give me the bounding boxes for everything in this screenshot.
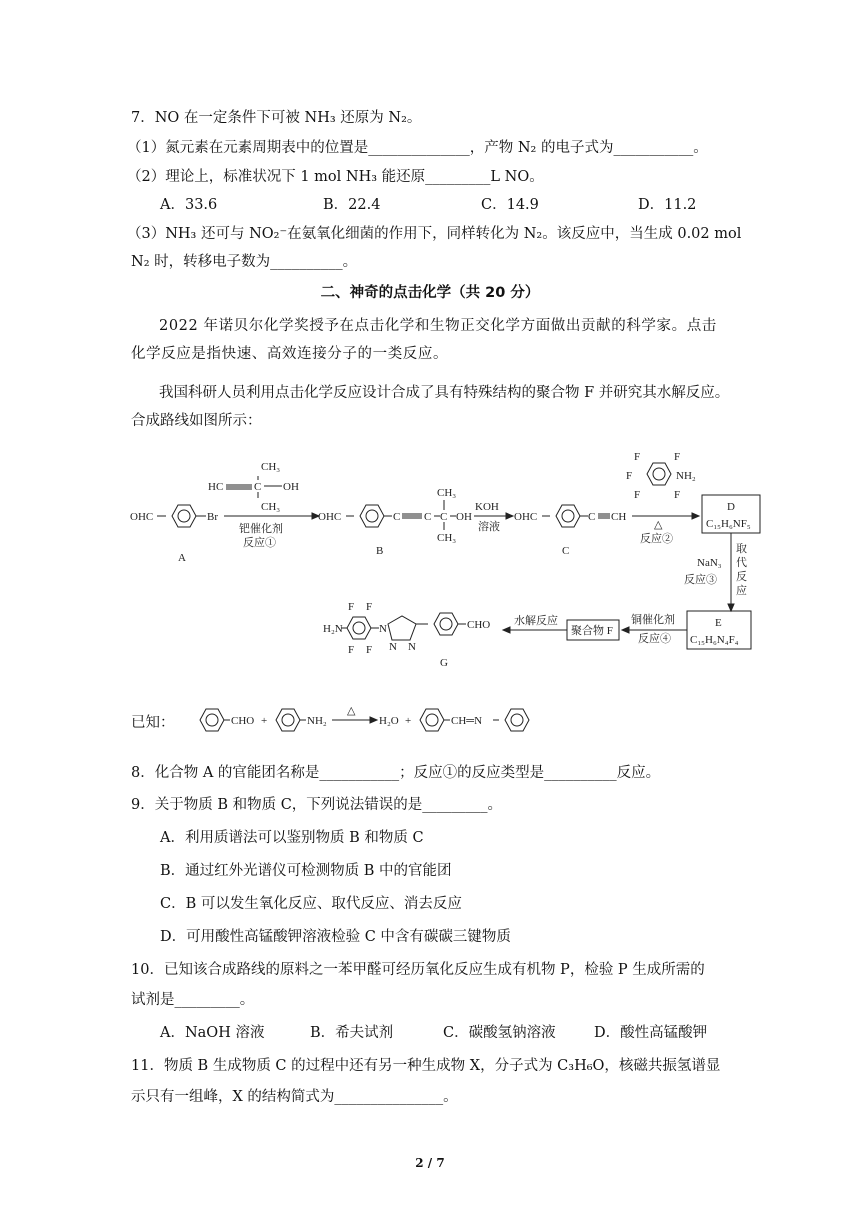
r3-side-1: 取 [736, 543, 747, 555]
known-nh2: NH₂ [307, 715, 327, 727]
known-label: 已知： [131, 715, 175, 731]
q11-stem-line1: 11．物质 B 生成物质 C 的过程中还有另一种生成物 X，分子式为 C₃H₆O，核磁共振氢谱显 [131, 1058, 721, 1074]
known-cho: CHO [231, 715, 255, 727]
q9-option-a: A．利用质谱法可以鉴别物质 B 和物质 C [160, 830, 424, 846]
g-h2n: H₂N [323, 623, 343, 635]
g-f1: F [348, 601, 355, 613]
r3-side-2: 代 [736, 557, 747, 569]
section-title: 二、神奇的点击化学（共 20 分） [320, 285, 540, 301]
q7-part2: （2）理论上，标准状况下 1 mol NH₃ 能还原_________L NO。 [127, 169, 544, 185]
a-br-label: Br [207, 511, 218, 523]
g-fluoro-ring [347, 617, 371, 639]
q10-stem-line1: 10．已知该合成路线的原料之一苯甲醛可经历氧化反应生成有机物 P，检验 P 生成所需的 [131, 962, 705, 978]
b-c1-label: C [393, 511, 401, 523]
svg-text:+: + [261, 715, 268, 727]
fluoroaniline-ring [647, 463, 671, 485]
fa-nh2: NH₂ [676, 470, 696, 482]
q10-option-b: B．希夫试剂 [310, 1025, 394, 1041]
r2-label: 反应② [640, 533, 673, 545]
c-benzene-ring [556, 505, 580, 527]
fa-f3: F [626, 470, 633, 482]
q10-stem-line2: 试剂是_________。 [131, 992, 255, 1008]
q7-option-d: D．11.2 [638, 197, 697, 213]
r1-label: 反应① [243, 537, 276, 549]
reagent-ch3-bottom: CH₃ [261, 501, 281, 513]
r4-catalyst: 铜催化剂 [631, 614, 675, 626]
q9-option-b: B．通过红外光谱仪可检测物质 B 中的官能团 [160, 863, 452, 879]
known-h2o: H₂O [379, 715, 399, 727]
q9-stem: 9．关于物质 B 和物质 C，下列说法错误的是_________。 [131, 797, 503, 813]
q11-stem-line2: 示只有一组峰，X 的结构简式为_______________。 [131, 1089, 458, 1105]
c-ohc-label: OHC [514, 511, 538, 523]
label-b: B [376, 545, 384, 557]
b-ch3-top: CH₃ [437, 487, 457, 499]
label-c: C [562, 545, 570, 557]
reagent-oh-label: OH [283, 481, 299, 493]
fa-f4: F [634, 489, 641, 501]
b-oh-label: OH [456, 511, 472, 523]
fa-f1: F [634, 451, 641, 463]
label-a: A [178, 552, 186, 564]
formula-d: C₁₅H₆NF₅ [706, 518, 751, 530]
g-f2: F [366, 601, 373, 613]
reagent-hc-label: HC [208, 481, 224, 493]
known-equation [186, 700, 546, 740]
q7-option-c: C．14.9 [481, 197, 539, 213]
c-ch-label: CH [611, 511, 627, 523]
g-f3: F [348, 644, 355, 656]
known-heat: △ [347, 705, 356, 717]
r3-label: 反应③ [684, 574, 717, 586]
q7-stem: 7．NO 在一定条件下可被 NH₃ 还原为 N₂。 [131, 110, 422, 126]
g-cho: CHO [467, 619, 491, 631]
q7-option-b: B．22.4 [323, 197, 381, 213]
r3-side-4: 应 [736, 585, 747, 597]
synthesis-route-diagram [126, 448, 766, 678]
formula-e: C₁₅H₆N₄F₄ [690, 634, 739, 646]
q7-part3-line1: （3）NH₃ 还可与 NO₂⁻在氨氧化细菌的作用下，同样转化为 N₂。该反应中，当生成 0.02 mol [127, 226, 742, 242]
label-e: E [715, 617, 722, 629]
intro-paragraph-1: 2022 年诺贝尔化学奖授予在点击化学和生物正交化学方面做出贡献的科学家。点击化学反应是指快速、高效连接分子的一类反应。 [131, 318, 717, 362]
c-c-label: C [588, 511, 596, 523]
fa-f2: F [674, 451, 681, 463]
r4-label: 反应④ [638, 633, 671, 645]
r1-catalyst: 钯催化剂 [239, 523, 283, 535]
fa-f5: F [674, 489, 681, 501]
koh-top: KOH [475, 501, 499, 513]
q10-option-c: C．碳酸氢钠溶液 [443, 1025, 556, 1041]
b-ch3-bottom: CH₃ [437, 532, 457, 544]
b-benzene-ring [360, 505, 384, 527]
page-number: 2 / 7 [415, 1156, 445, 1170]
g-triazole-n1: N [379, 623, 387, 635]
b-c2-label: C [424, 511, 432, 523]
r3-reagent: NaN₃ [697, 557, 722, 569]
g-triazole-n3: N [408, 641, 416, 653]
reagent-c-label: C [254, 481, 262, 493]
g-benzene-ring [434, 613, 458, 635]
label-g: G [440, 657, 448, 669]
g-f4: F [366, 644, 373, 656]
q10-option-d: D．酸性高锰酸钾 [594, 1025, 708, 1041]
a-benzene-ring [172, 505, 196, 527]
q9-option-d: D．可用酸性高锰酸钾溶液检验 C 中含有碳碳三键物质 [160, 929, 511, 945]
intro-paragraph-2: 我国科研人员利用点击化学反应设计合成了具有特殊结构的聚合物 F 并研究其水解反应。合成路线如图所示： [131, 385, 730, 429]
known-imine: CH═N [451, 715, 483, 727]
g-triazole-n2: N [389, 641, 397, 653]
a-ohc-label: OHC [130, 511, 154, 523]
label-d: D [727, 501, 735, 513]
q7-part3-line2: N₂ 时，转移电子数为__________。 [131, 254, 358, 270]
b-c3-label: C [440, 511, 448, 523]
q7-part1: （1）氮元素在元素周期表中的位置是______________，产物 N₂ 的电子式为___________。 [127, 140, 708, 156]
q7-option-a: A．33.6 [160, 197, 218, 213]
r2-heat: △ [654, 519, 663, 531]
b-ohc-label: OHC [318, 511, 342, 523]
svg-text:+: + [405, 715, 412, 727]
r3-side-3: 反 [736, 571, 747, 583]
hydrolysis-label: 水解反应 [514, 615, 558, 627]
koh-bottom: 溶液 [478, 521, 500, 533]
label-polymer-f: 聚合物 F [571, 625, 613, 637]
q10-option-a: A．NaOH 溶液 [160, 1025, 265, 1041]
q9-option-c: C．B 可以发生氧化反应、取代反应、消去反应 [160, 896, 462, 912]
q8: 8．化合物 A 的官能团名称是___________；反应①的反应类型是__________反应。 [131, 765, 661, 781]
reagent-ch3-top: CH₃ [261, 461, 281, 473]
g-triazole-ring [388, 616, 416, 640]
